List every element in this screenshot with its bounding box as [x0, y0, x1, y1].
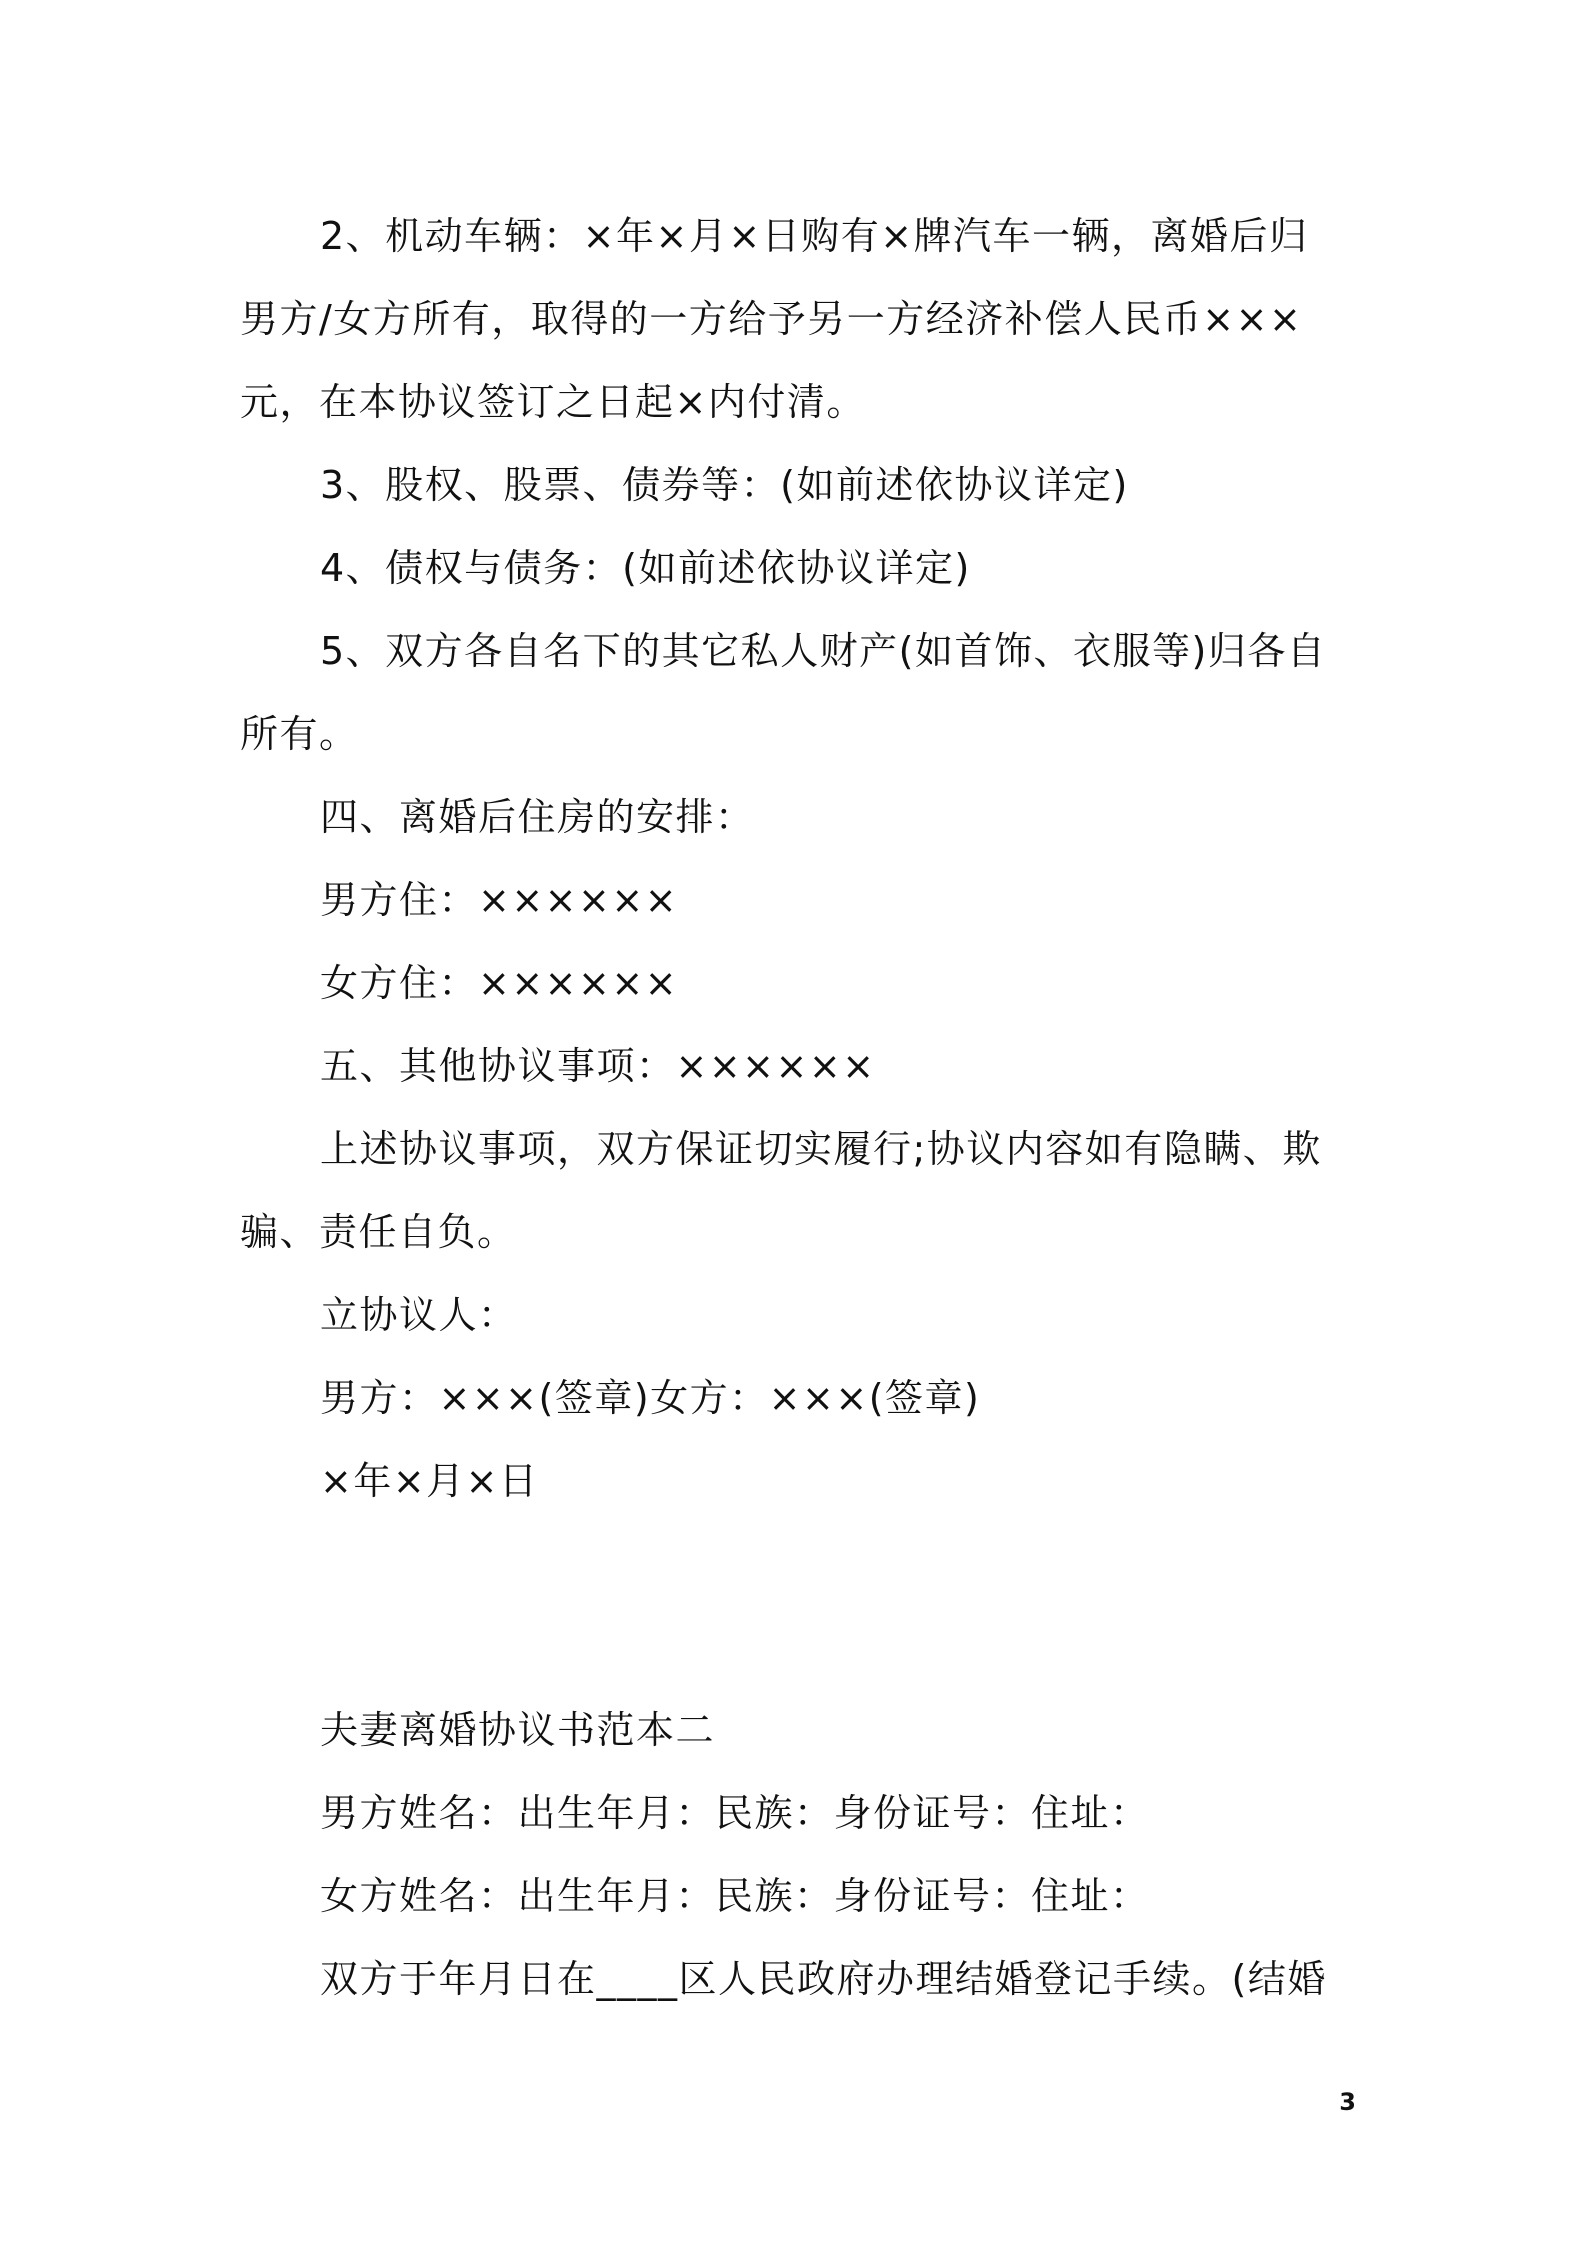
paragraph-line: 骗、责任自负。: [240, 1210, 517, 1254]
paragraph-line: 5、双方各自名下的其它私人财产(如首饰、衣服等)归各自: [320, 629, 1327, 673]
document-title: 夫妻离婚协议书范本二: [320, 1708, 716, 1752]
paragraph-line: 所有。: [240, 712, 359, 756]
paragraph-line: 3、股权、股票、债券等：(如前述依协议详定): [320, 463, 1129, 507]
paragraph-line: 男方住：××××××: [320, 878, 679, 922]
date-line: ×年×月×日: [320, 1459, 539, 1503]
paragraph-line: 男方姓名：出生年月：民族：身份证号：住址：: [320, 1791, 1150, 1835]
blank-space: [240, 1523, 1355, 1689]
paragraph-line: 2、机动车辆：×年×月×日购有×牌汽车一辆，离婚后归: [320, 214, 1309, 258]
section-heading: 五、其他协议事项：××××××: [320, 1044, 876, 1088]
section-heading: 四、离婚后住房的安排：: [320, 795, 755, 839]
paragraph-line: 元，在本协议签订之日起×内付清。: [240, 380, 866, 424]
paragraph-line: 女方住：××××××: [320, 961, 679, 1005]
document-body: [240, 195, 1355, 2021]
paragraph-line: 男方/女方所有，取得的一方给予另一方经济补偿人民币×××: [240, 297, 1303, 341]
signatory-label: 立协议人：: [320, 1293, 518, 1337]
paragraph-line: 4、债权与债务：(如前述依协议详定): [320, 546, 971, 590]
paragraph-line: 上述协议事项，双方保证切实履行;协议内容如有隐瞒、欺: [320, 1127, 1322, 1171]
paragraph-line: 女方姓名：出生年月：民族：身份证号：住址：: [320, 1874, 1150, 1918]
signature-line: 男方：×××(签章)女方：×××(签章): [320, 1376, 981, 1420]
page-number: 3: [1339, 2088, 1356, 2116]
paragraph-line: 双方于年月日在____区人民政府办理结婚登记手续。(结婚: [320, 1957, 1327, 2001]
